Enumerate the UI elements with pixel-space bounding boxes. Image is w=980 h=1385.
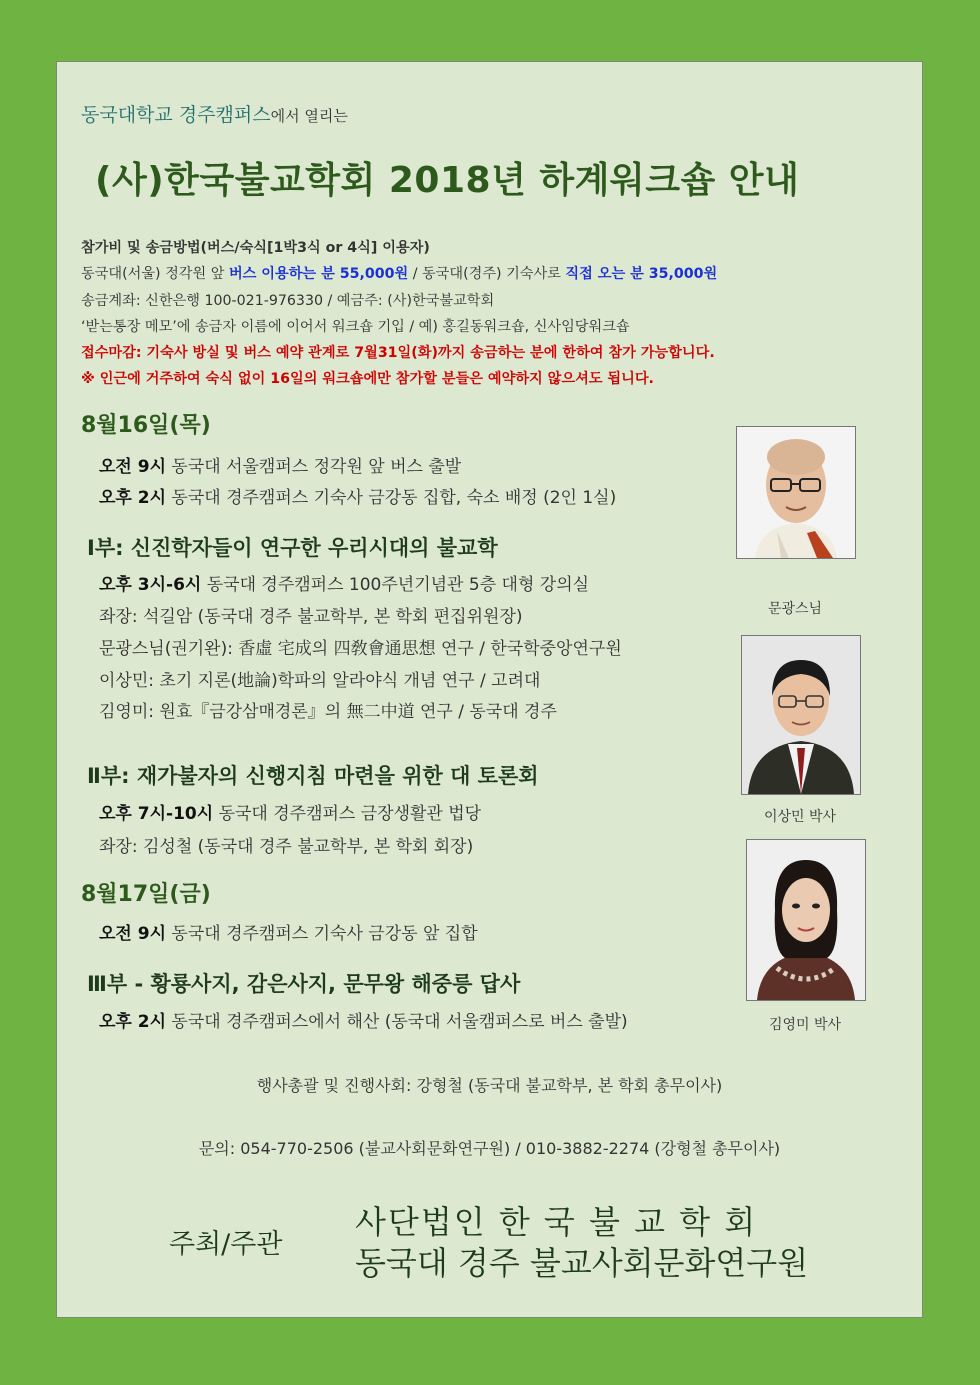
schedule-item xyxy=(99,483,616,508)
day2-date: 8월17일(금) xyxy=(81,882,211,907)
part1-time: 오후 3시-6시 xyxy=(99,575,202,595)
photo-caption: 문광스님 xyxy=(767,601,823,617)
part2-time: 오후 7시-10시 xyxy=(99,804,214,824)
poster-panel xyxy=(56,61,923,1318)
fees-bus-price: 버스 이용하는 분 55,000원 xyxy=(228,266,409,282)
portrait-woman-icon xyxy=(747,840,865,1000)
part3-time: 오후 2시 xyxy=(99,1012,167,1032)
schedule-text: 동국대 서울캠퍼스 정각원 앞 버스 출발 xyxy=(171,457,462,477)
inquiry-info: 문의: 054-770-2506 (불교사회문화연구원) / 010-3882-2274 (강형철 총무이사) xyxy=(198,1139,781,1158)
organizer-info: 행사총괄 및 진행사회: 강형철 (동국대 불교학부, 본 학회 총무이사) xyxy=(256,1076,723,1095)
host-org-institute: 동국대 경주 불교사회문화연구원 xyxy=(355,1244,809,1282)
fees-line xyxy=(81,263,717,283)
host-label: 주최/주관 xyxy=(169,1229,283,1260)
host-org-society: 사단법인 한 국 불 교 학 회 xyxy=(355,1203,758,1241)
part1-chair: 좌장: 석길암 (동국대 경주 불교학부, 본 학회 편집위원장) xyxy=(99,607,523,627)
part2-session xyxy=(99,799,481,824)
deadline-notice: 접수마감: 기숙사 방실 및 버스 예약 관계로 7월31일(화)까지 송금하는 분에 한하여 참가 가능합니다. xyxy=(81,345,715,361)
photo-woman xyxy=(746,839,866,1001)
schedule-time: 오전 9시 xyxy=(99,924,167,944)
part3-title: Ⅲ부 - 황룡사지, 감은사지, 문무왕 해중릉 답사 xyxy=(87,972,521,996)
schedule-item xyxy=(99,452,461,477)
day1-date: 8월16일(목) xyxy=(81,413,211,438)
venue-suffix: 에서 열리는 xyxy=(270,107,348,125)
photo-man xyxy=(741,635,861,795)
photo-monk xyxy=(736,426,856,559)
part1-talk: 문광스님(권기완): 香虛 宅成의 四敎會通思想 연구 / 한국학중앙연구원 xyxy=(99,639,622,659)
part3-session xyxy=(99,1007,628,1032)
schedule-text: 동국대 경주캠퍼스 기숙사 금강동 앞 집합 xyxy=(171,924,478,944)
page-title: (사)한국불교학회 2018년 하계워크숍 안내 xyxy=(95,160,800,201)
part1-talk: 김영미: 원효『금강삼매경론』의 無二中道 연구 / 동국대 경주 xyxy=(99,702,557,722)
account-info: 송금계좌: 신한은행 100-021-976330 / 예금주: (사)한국불교학회 xyxy=(81,293,495,309)
venue-subtitle xyxy=(81,100,348,127)
no-reservation-note: ※ 인근에 거주하여 숙식 없이 16일의 워크숍에만 참가할 분들은 예약하지 않으셔도 됩니다. xyxy=(81,371,654,387)
part1-place: 동국대 경주캠퍼스 100주년기념관 5층 대형 강의실 xyxy=(206,575,590,595)
fees-direct-origin: / 동국대(경주) 기숙사로 xyxy=(412,266,561,282)
fees-heading: 참가비 및 송금방법(버스/숙식[1박3식 or 4식] 이용자) xyxy=(81,240,430,256)
portrait-man-icon xyxy=(742,636,860,794)
photo-caption: 이상민 박사 xyxy=(763,809,837,825)
part1-talk: 이상민: 초기 지론(地論)학파의 알라야식 개념 연구 / 고려대 xyxy=(99,671,541,691)
schedule-item xyxy=(99,919,478,944)
part3-text: 동국대 경주캠퍼스에서 해산 (동국대 서울캠퍼스로 버스 출발) xyxy=(171,1012,628,1032)
schedule-text: 동국대 경주캠퍼스 기숙사 금강동 집합, 숙소 배정 (2인 1실) xyxy=(171,488,617,508)
fees-bus-origin: 동국대(서울) 정각원 앞 xyxy=(81,266,225,282)
memo-info: ‘받는통장 메모’에 송금자 이름에 이어서 워크숍 기입 / 예) 홍길동워크숍, 신사임당워크숍 xyxy=(81,319,630,335)
schedule-time: 오후 2시 xyxy=(99,488,167,508)
photo-caption: 김영미 박사 xyxy=(768,1017,842,1033)
venue-name: 동국대학교 경주캠퍼스 xyxy=(81,104,271,126)
part1-title: Ⅰ부: 신진학자들이 연구한 우리시대의 불교학 xyxy=(87,536,498,560)
part1-session xyxy=(99,570,589,595)
schedule-time: 오전 9시 xyxy=(99,457,167,477)
fees-direct-price: 직접 오는 분 35,000원 xyxy=(565,266,718,282)
part2-chair: 좌장: 김성철 (동국대 경주 불교학부, 본 학회 회장) xyxy=(99,837,474,857)
portrait-monk-icon xyxy=(737,427,855,558)
part2-place: 동국대 경주캠퍼스 금장생활관 법당 xyxy=(218,804,482,824)
part2-title: Ⅱ부: 재가불자의 신행지침 마련을 위한 대 토론회 xyxy=(87,764,539,788)
